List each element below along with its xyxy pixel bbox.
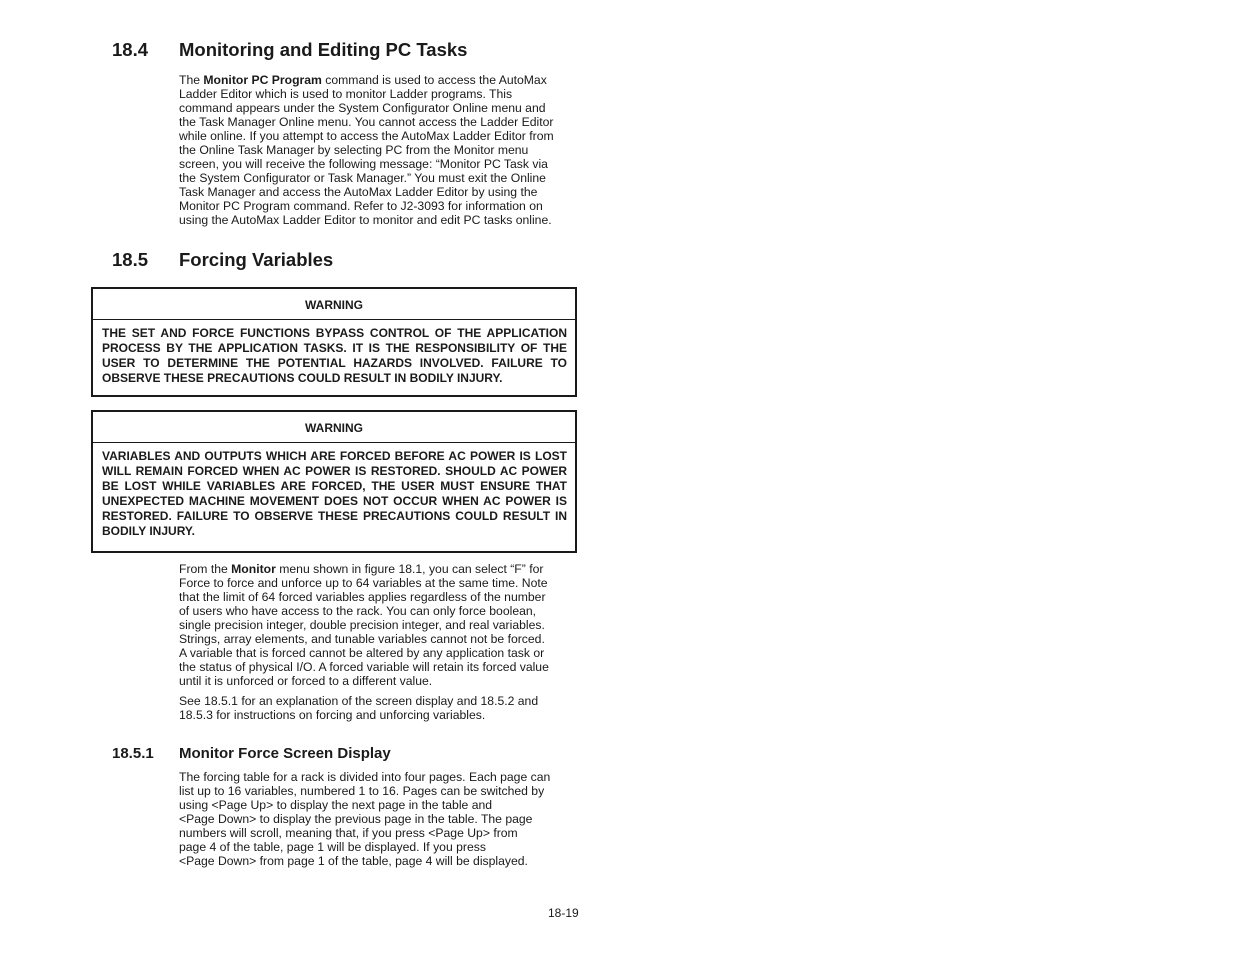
paragraph-line: command appears under the System Configurator Online menu and (179, 101, 546, 115)
warning-line: UNEXPECTED MACHINE MOVEMENT DOES NOT OCCUR WHEN AC POWER IS (102, 494, 567, 508)
paragraph-line: of users who have access to the rack. You can only force boolean, (179, 604, 537, 618)
paragraph-line: the status of physical I/O. A forced variable will retain its forced value (179, 660, 549, 674)
command-name-bold: Monitor PC Program (203, 73, 322, 87)
section-title: Forcing Variables (179, 249, 334, 270)
section-18-4-heading (112, 39, 468, 61)
paragraph-line: <Page Down> from page 1 of the table, page 4 will be displayed. (179, 854, 528, 868)
paragraph-line: using <Page Up> to display the next page in the table and (179, 798, 493, 812)
section-number: 18.4 (112, 39, 149, 60)
paragraph-line: The forcing table for a rack is divided into four pages. Each page can (179, 770, 551, 784)
page-number: 18-19 (548, 906, 579, 920)
warning-line: BE LOST WHILE VARIABLES ARE FORCED, THE USER MUST ENSURE THAT (102, 479, 567, 493)
warning-text (93, 320, 575, 386)
section-title: Monitoring and Editing PC Tasks (179, 39, 468, 60)
paragraph-line: <Page Down> to display the previous page in the table. The page (179, 812, 533, 826)
paragraph-line: screen, you will receive the following message: “Monitor PC Task via (179, 157, 548, 171)
section-18-5-paragraph-1 (179, 562, 574, 688)
paragraph-line: numbers will scroll, meaning that, if you press <Page Up> from (179, 826, 518, 840)
paragraph-line: list up to 16 variables, numbered 1 to 16. Pages can be switched by (179, 784, 545, 798)
menu-name-bold: Monitor (231, 562, 276, 576)
section-number: 18.5 (112, 249, 149, 270)
paragraph-line: Task Manager and access the AutoMax Ladder Editor by using the (179, 185, 538, 199)
section-18-5-1-paragraph (179, 770, 574, 868)
paragraph-line: A variable that is forced cannot be altered by any application task or (179, 646, 545, 660)
paragraph-line: that the limit of 64 forced variables applies regardless of the number (179, 590, 546, 604)
text-run: The (179, 73, 204, 87)
paragraph-line: 18.5.3 for instructions on forcing and unforcing variables. (179, 708, 486, 722)
paragraph-line: the Task Manager Online menu. You cannot access the Ladder Editor (179, 115, 554, 129)
paragraph-line: while online. If you attempt to access the AutoMax Ladder Editor from (179, 129, 554, 143)
section-18-4-paragraph (179, 73, 574, 227)
section-18-5-paragraph-2 (179, 694, 574, 722)
paragraph-line (179, 562, 574, 576)
warning-box-1 (91, 287, 577, 397)
paragraph-line: the System Configurator or Task Manager.” You must exit the Online (179, 171, 546, 185)
warning-box-2 (91, 410, 577, 553)
paragraph-line: Force to force and unforce up to 64 variables at the same time. Note (179, 576, 548, 590)
section-18-5-heading (112, 249, 334, 271)
section-title: Monitor Force Screen Display (179, 745, 391, 762)
warning-text (93, 443, 575, 539)
warning-heading: WARNING (93, 289, 575, 320)
section-18-5-1-heading (112, 745, 391, 762)
paragraph-line (179, 73, 574, 87)
paragraph-line: Strings, array elements, and tunable variables cannot not be forced. (179, 632, 545, 646)
paragraph-line: the Online Task Manager by selecting PC from the Monitor menu (179, 143, 529, 157)
warning-line: BODILY INJURY. (102, 524, 195, 538)
paragraph-line: using the AutoMax Ladder Editor to monitor and edit PC tasks online. (179, 213, 552, 227)
paragraph-line: Ladder Editor which is used to monitor Ladder programs. This (179, 87, 513, 101)
warning-line: THE SET AND FORCE FUNCTIONS BYPASS CONTROL OF THE APPLICATION (102, 326, 567, 340)
warning-line: WILL REMAIN FORCED WHEN AC POWER IS RESTORED. SHOULD AC POWER (102, 464, 567, 478)
text-run: menu shown in figure 18.1, you can select “F” for (275, 562, 544, 576)
warning-line: PROCESS BY THE APPLICATION TASKS. IT IS THE RESPONSIBILITY OF THE (102, 341, 567, 355)
paragraph-line: single precision integer, double precision integer, and real variables. (179, 618, 545, 632)
warning-line: VARIABLES AND OUTPUTS WHICH ARE FORCED BEFORE AC POWER IS LOST (102, 449, 567, 463)
paragraph-line: until it is unforced or forced to a different value. (179, 674, 433, 688)
warning-line: USER TO DETERMINE THE POTENTIAL HAZARDS INVOLVED. FAILURE TO (102, 356, 567, 370)
text-run: command is used to access the AutoMax (321, 73, 547, 87)
section-number: 18.5.1 (112, 745, 154, 762)
warning-line: OBSERVE THESE PRECAUTIONS COULD RESULT IN BODILY INJURY. (102, 371, 503, 385)
paragraph-line: Monitor PC Program command. Refer to J2-3093 for information on (179, 199, 543, 213)
paragraph-line: See 18.5.1 for an explanation of the screen display and 18.5.2 and (179, 694, 539, 708)
paragraph-line: page 4 of the table, page 1 will be displayed. If you press (179, 840, 486, 854)
warning-line: RESTORED. FAILURE TO OBSERVE THESE PRECAUTIONS COULD RESULT IN (102, 509, 567, 523)
warning-heading: WARNING (93, 412, 575, 443)
text-run: From the (179, 562, 232, 576)
